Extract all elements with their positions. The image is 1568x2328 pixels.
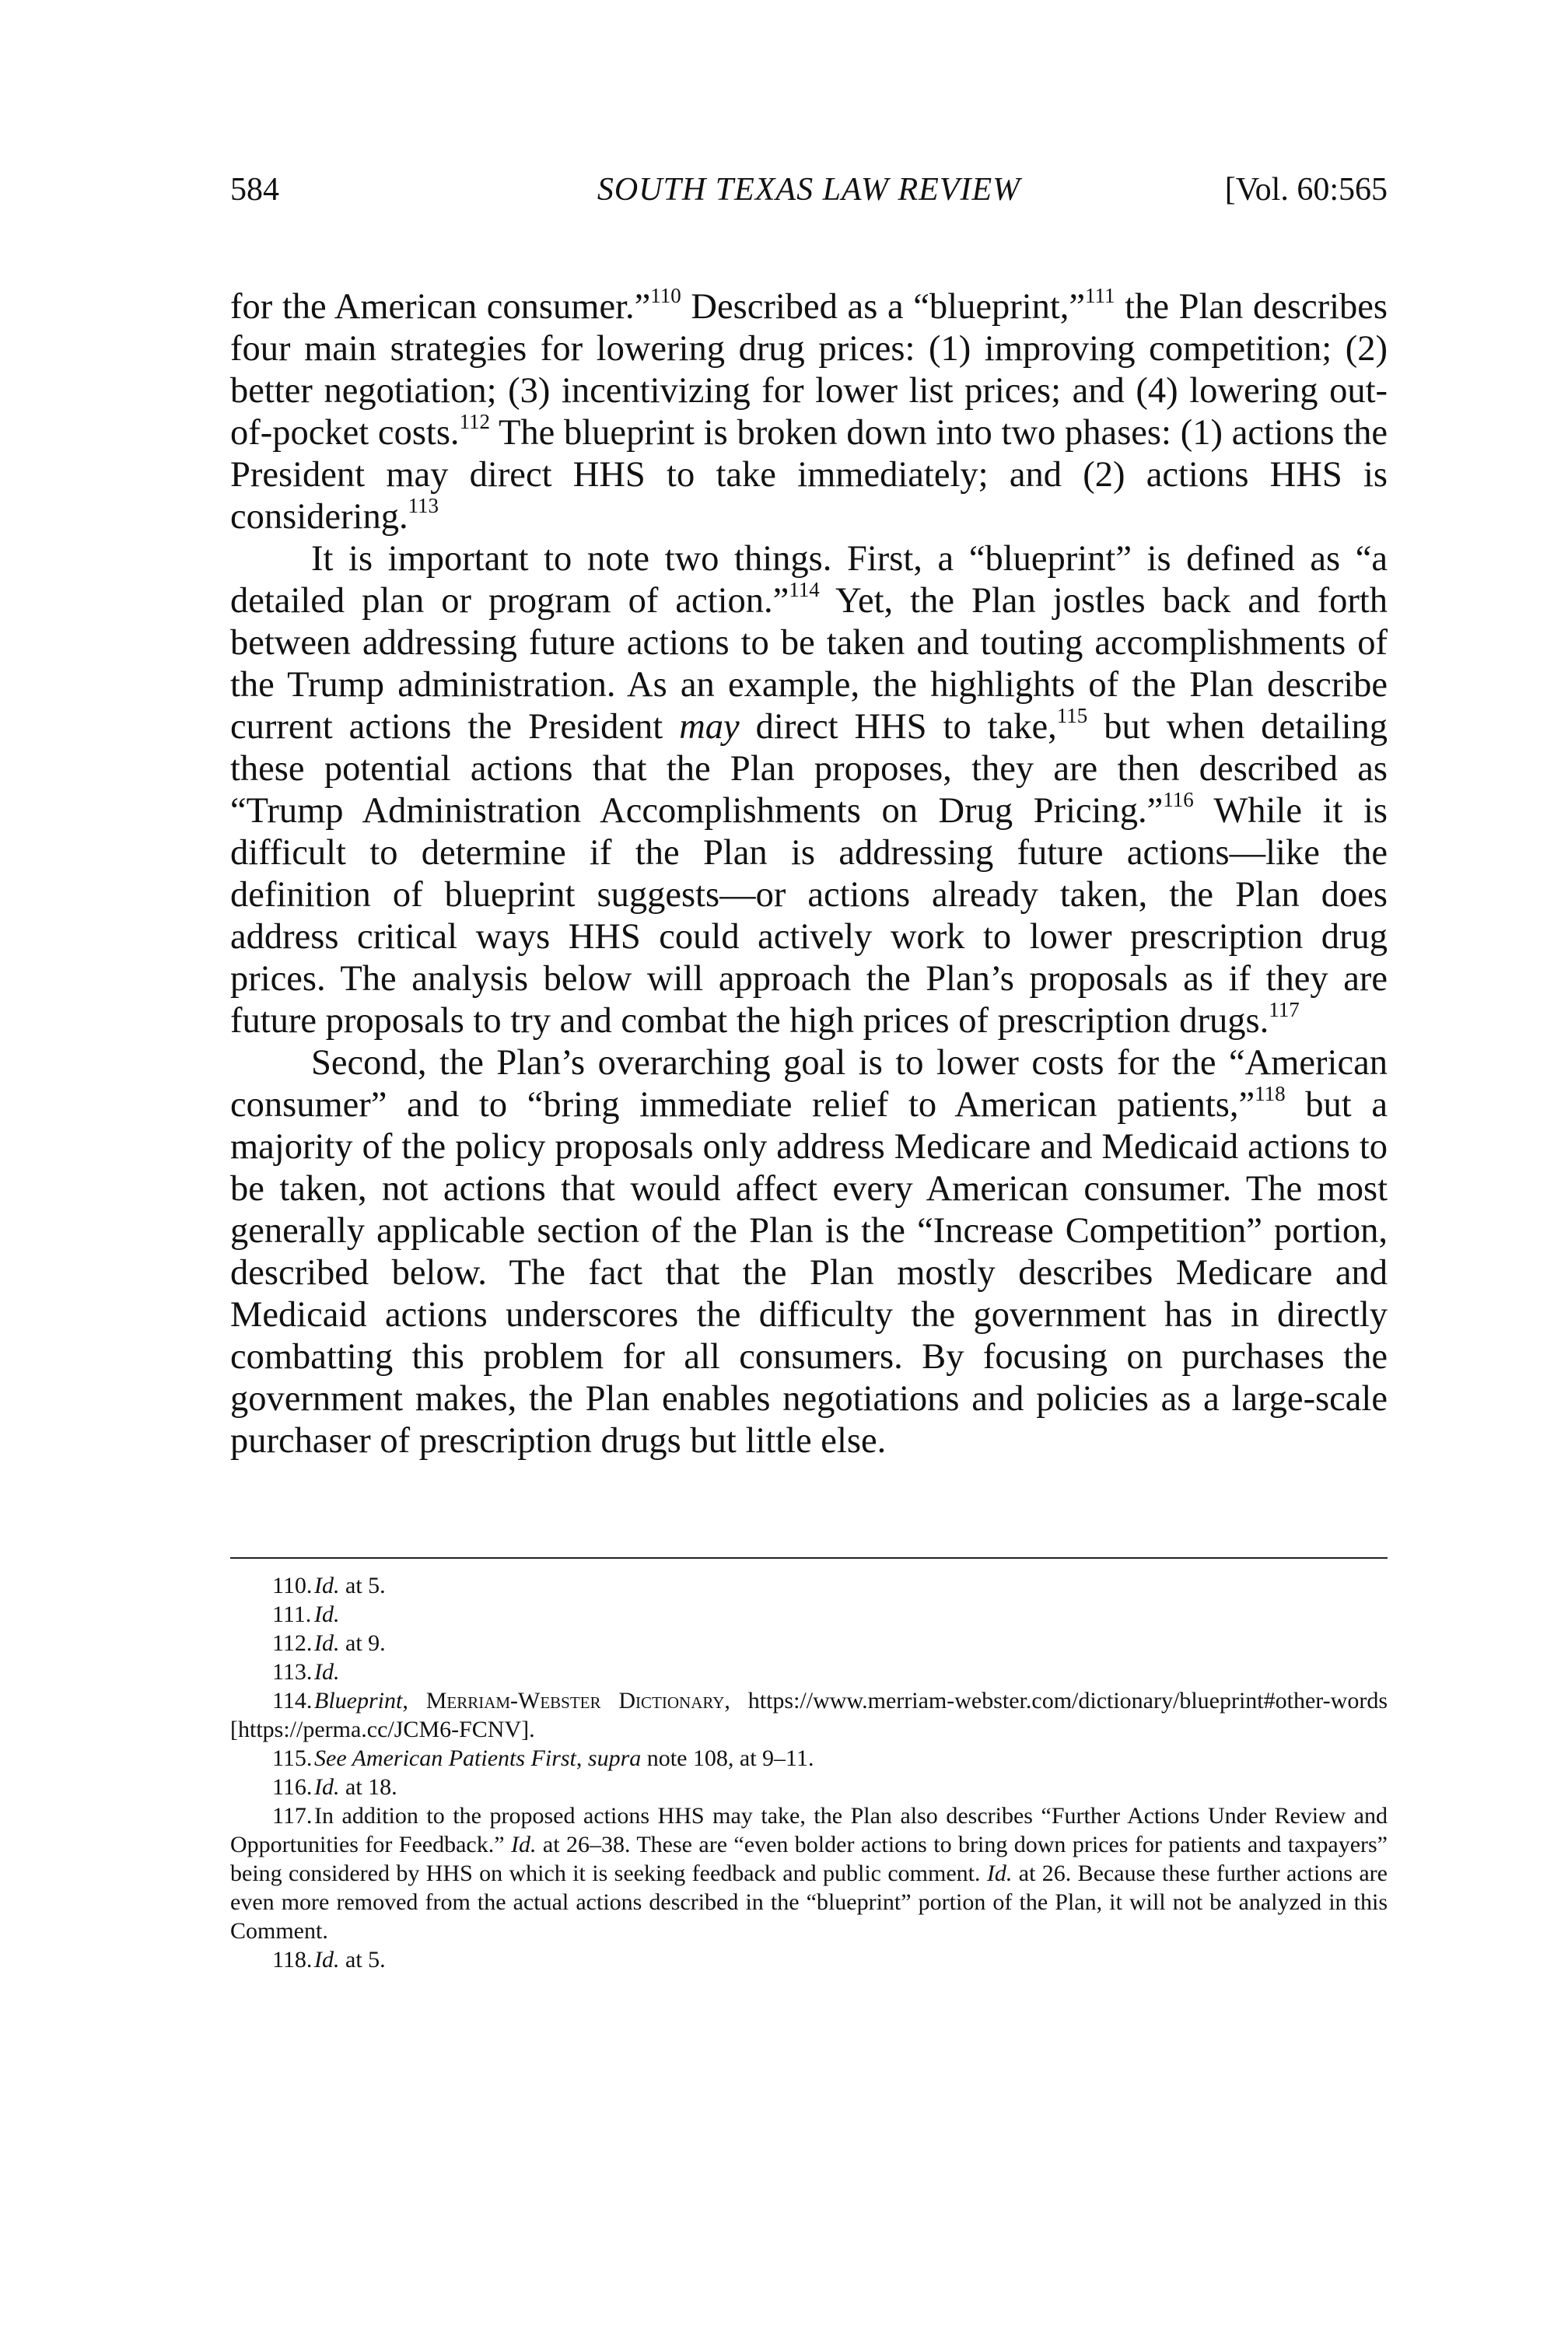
footnote-text: at 26–38. These are “even bolder actions to bring down prices for patients and taxpayers” being considered by HHS on which it is seeking feedback and public comment. xyxy=(230,1832,1388,1886)
citation-short: Id. xyxy=(986,1861,1013,1886)
footnote-ref[interactable]: 115 xyxy=(1056,703,1088,727)
footnote-text: , xyxy=(402,1688,426,1714)
citation-title: Blueprint xyxy=(314,1688,403,1714)
footnote-number: 111. xyxy=(272,1602,312,1627)
footnote-number: 118. xyxy=(272,1947,313,1973)
footnote-text: note 108, at 9–11. xyxy=(641,1745,814,1771)
footnote-115 xyxy=(230,1744,1388,1773)
footnote-110 xyxy=(230,1571,1388,1600)
text-run: direct HHS to take, xyxy=(739,707,1057,747)
citation-short: Id. xyxy=(510,1832,537,1857)
footnote-text: at 18. xyxy=(339,1774,397,1800)
citation-short: Id. xyxy=(314,1573,340,1598)
text-run: Second, the Plan’s overarching goal is to lower costs for the “American consumer” and to “bring immediate relief to American patients,” xyxy=(230,1043,1388,1125)
footnotes xyxy=(230,1571,1388,1974)
footnote-text: at 5. xyxy=(339,1947,386,1973)
citation-short: Id. xyxy=(314,1630,340,1656)
footnote-ref[interactable]: 114 xyxy=(789,577,820,601)
text-run: It is important to note two things. First, a “blueprint” is defined as “a detailed plan or program of action.” xyxy=(230,539,1388,621)
volume-citation: [Vol. 60:565 xyxy=(1224,172,1388,208)
journal-title: SOUTH TEXAS LAW REVIEW xyxy=(597,172,1021,208)
citation-short: Id. xyxy=(314,1659,340,1685)
running-header xyxy=(230,171,1388,218)
footnote-ref[interactable]: 110 xyxy=(650,283,681,307)
footnote-number: 116. xyxy=(272,1774,313,1800)
footnote-text: at 26. Because these further actions are even more removed from the actual actions described in the “blueprint” portion of the Plan, it will not be analyzed in this Comment. xyxy=(230,1861,1388,1944)
emphasis: may xyxy=(679,707,740,747)
footnote-number: 114. xyxy=(272,1688,313,1714)
footnote-116 xyxy=(230,1773,1388,1801)
footnote-ref[interactable]: 118 xyxy=(1255,1081,1286,1105)
footnote-number: 117. xyxy=(272,1803,313,1829)
footnote-ref[interactable]: 112 xyxy=(459,409,491,433)
footnote-111 xyxy=(230,1600,1388,1629)
main-text xyxy=(230,283,1388,1462)
text-run: While it is difficult to determine if the Plan is addressing future actions—like the definition of blueprint suggests—or actions already taken, the Plan does address critical ways HHS could actively work to lower prescription drug prices. The analysis below will approach the Plan’s proposals as if they are future proposals to try and combat the high prices of prescription drugs. xyxy=(230,791,1388,1041)
footnote-ref[interactable]: 116 xyxy=(1163,787,1194,811)
footnote-url[interactable]: , https://www.merriam-webster.com/dictionary/blueprint#other-words [https://perma.cc/JCM6-FCNV]. xyxy=(230,1688,1388,1742)
text-run: Described as a “blueprint,” xyxy=(681,287,1086,327)
page-number: 584 xyxy=(230,172,279,208)
footnote-number: 110. xyxy=(272,1573,313,1598)
text-run: but a majority of the policy proposals only address Medicare and Medicaid actions to be taken, not actions that would affect every American consumer. The most generally applicable section of the Plan is the “Increase Competition” portion, described below. The fact that the Plan mostly describes Medicare and Medicaid actions underscores the difficulty the government has in directly combatting this problem for all consumers. By focusing on purchases the government makes, the Plan enables negotiations and policies as a large-scale purchaser of prescription drugs but little else. xyxy=(230,1085,1388,1461)
footnote-number: 112. xyxy=(272,1630,313,1656)
paragraph-2 xyxy=(230,538,1388,1042)
citation-short: Id. xyxy=(314,1774,340,1800)
paragraph-3 xyxy=(230,1042,1388,1462)
source-name: Merriam-Webster Dictionary xyxy=(425,1688,725,1714)
paragraph-1 xyxy=(230,283,1388,538)
footnote-ref[interactable]: 113 xyxy=(408,493,439,517)
footnote-112 xyxy=(230,1629,1388,1658)
footnote-text: at 5. xyxy=(339,1573,386,1598)
citation-title: See American Patients First xyxy=(314,1745,576,1771)
footnote-text: at 9. xyxy=(339,1630,386,1656)
text-run: the Plan describes four main strategies for lowering drug prices: (1) improving competition; (2) better negotiation; (3) incentivizing for lower list prices; and (4) lowering out-of-pocket costs. xyxy=(230,287,1388,453)
supra-signal: supra xyxy=(587,1745,642,1771)
citation-short: Id. xyxy=(314,1602,340,1627)
text-run: The blueprint is broken down into two phases: (1) actions the President may direct HHS to take immediately; and (2) actions HHS is considering. xyxy=(230,413,1388,537)
footnote-text: In addition to the proposed actions HHS may take, the Plan also describes “Further Actions Under Review and Opportunities for Feedback.” xyxy=(230,1803,1388,1857)
footnote-113 xyxy=(230,1658,1388,1686)
citation-short: Id. xyxy=(314,1947,340,1973)
footnote-ref[interactable]: 111 xyxy=(1085,283,1115,307)
footnote-117 xyxy=(230,1801,1388,1945)
footnote-114 xyxy=(230,1686,1388,1744)
text-run: for the American consumer.” xyxy=(230,287,651,327)
footnote-118 xyxy=(230,1945,1388,1974)
footnote-number: 113. xyxy=(272,1659,313,1685)
text-run: Yet, the Plan jostles back and forth between addressing future actions to be taken and touting accomplishments of the Trump administration. As an example, the highlights of the Plan describe current actions the President xyxy=(230,581,1388,747)
footnote-text: , xyxy=(576,1745,588,1771)
footnote-number: 115. xyxy=(272,1745,313,1771)
footnote-divider xyxy=(230,1557,1388,1559)
footnote-ref[interactable]: 117 xyxy=(1269,997,1300,1021)
text-run: but when detailing these potential actions that the Plan proposes, they are then described as “Trump Administration Accomplishments on Drug Pricing.” xyxy=(230,707,1388,831)
